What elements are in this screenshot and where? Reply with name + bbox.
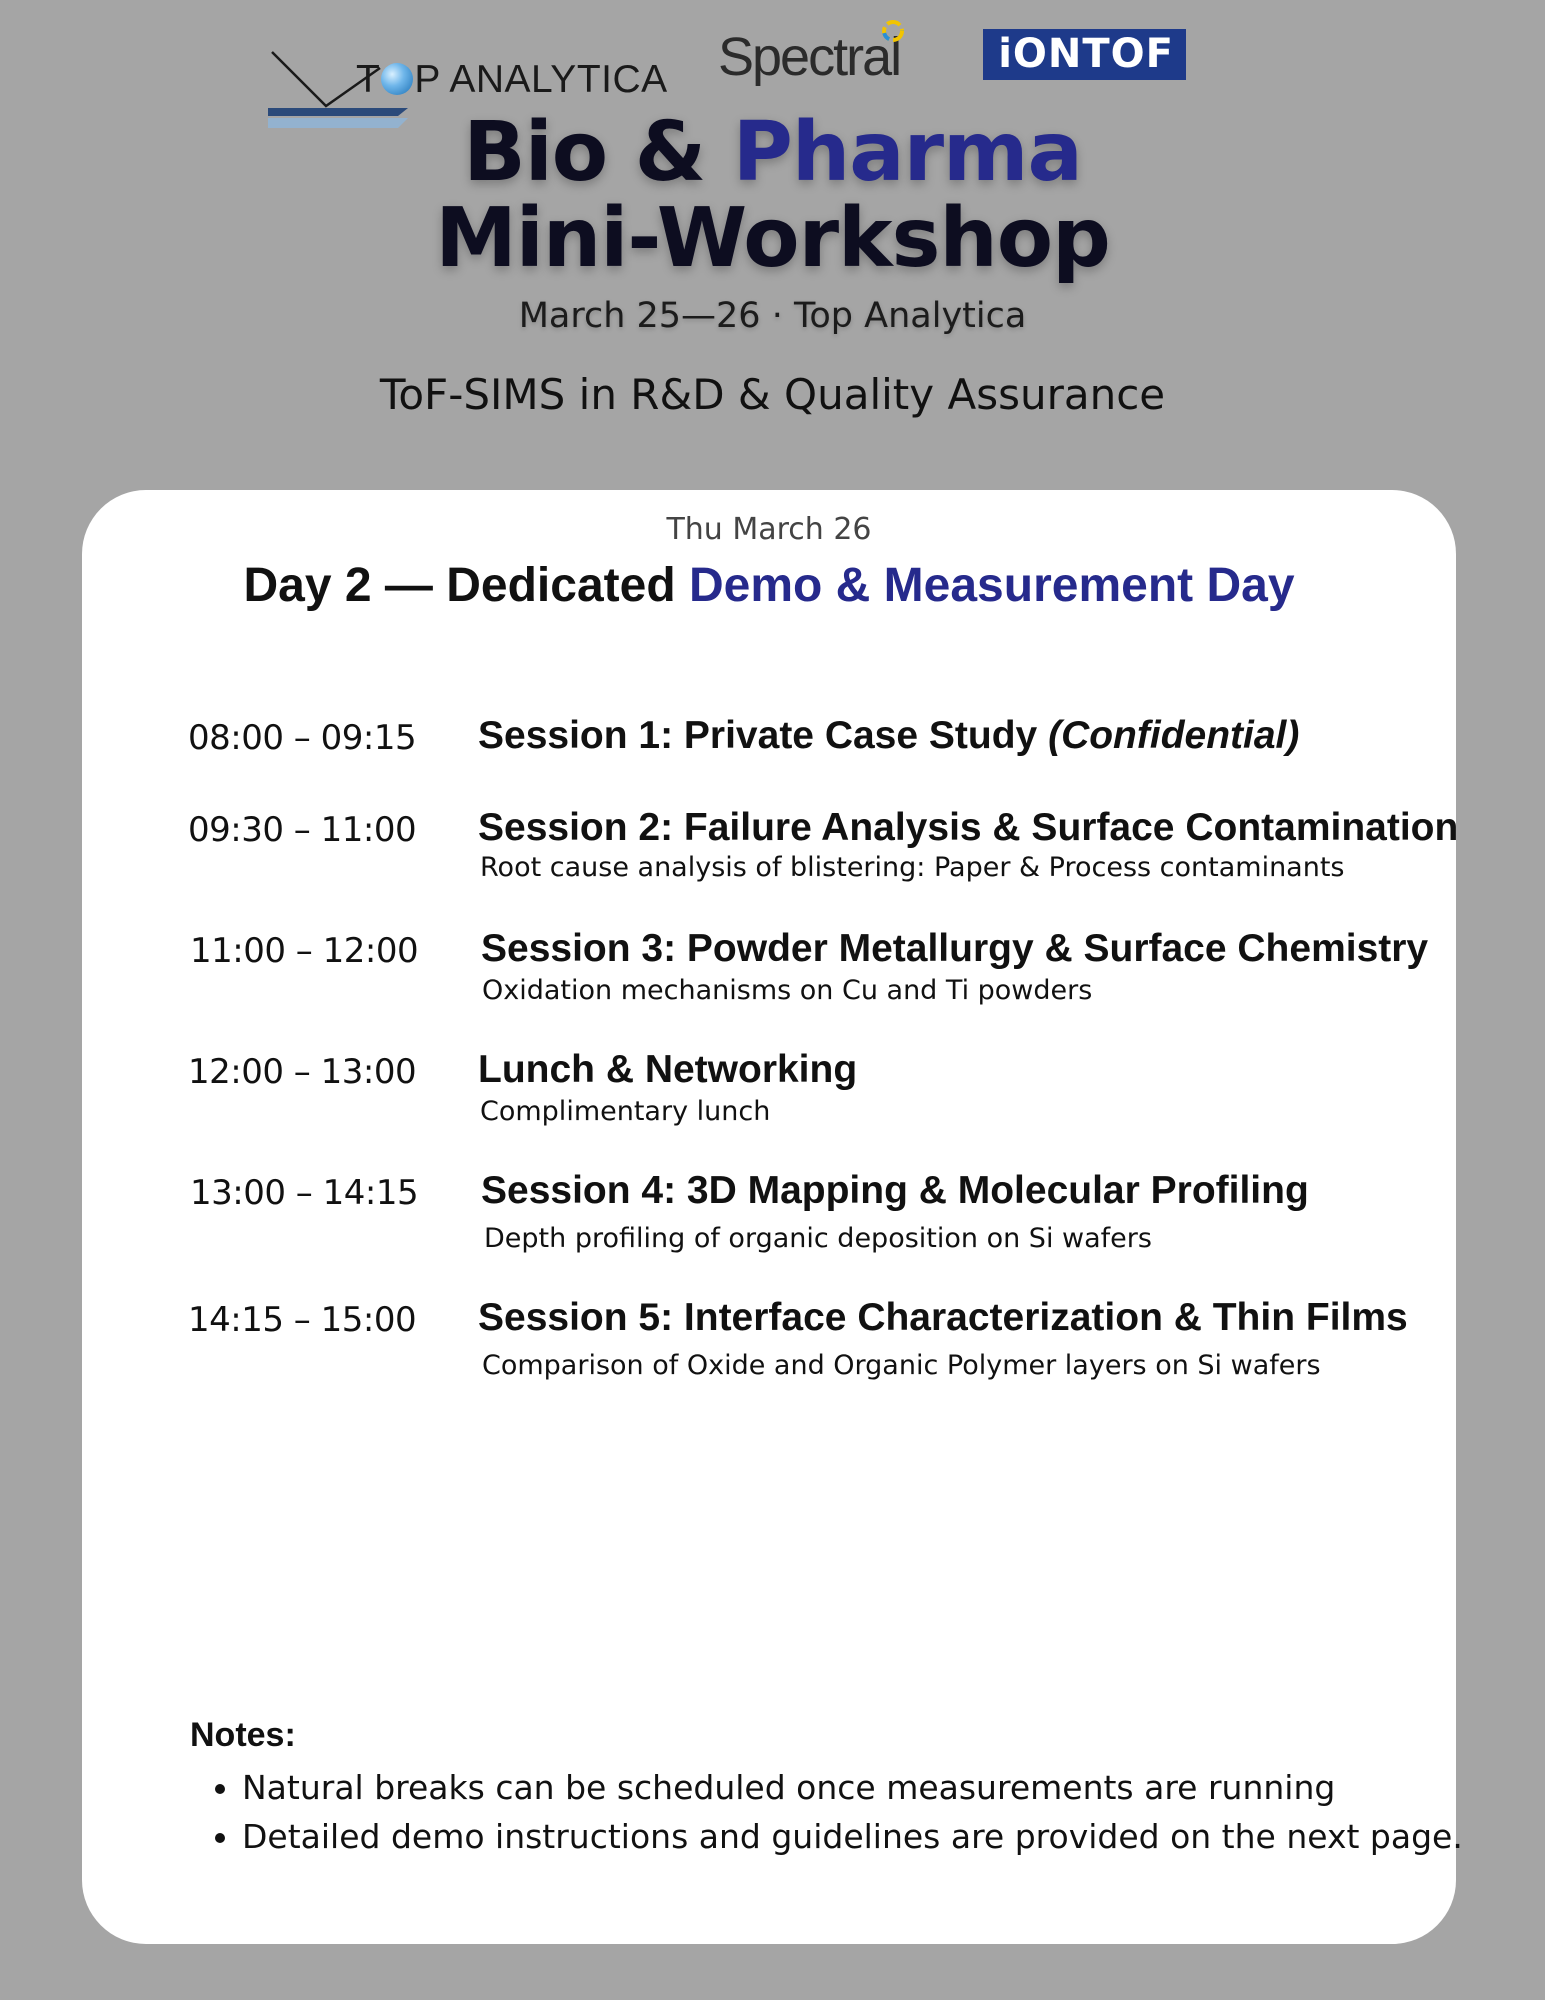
- session-description: Complimentary lunch: [480, 1096, 771, 1127]
- notes-list: [190, 1763, 1463, 1861]
- top-analytica-prefix: T: [356, 58, 381, 101]
- session-name: Session 4: 3D Mapping & Molecular Profiling: [481, 1169, 1309, 1212]
- session-description: Comparison of Oxide and Organic Polymer layers on Si wafers: [482, 1350, 1321, 1381]
- session-name: Session 3: Powder Metallurgy & Surface Chemistry: [481, 927, 1429, 970]
- spectral-ring-icon: [880, 18, 906, 44]
- date-location: March 25—26 · Top Analytica: [518, 296, 1027, 336]
- iontof-logo: [983, 29, 1186, 80]
- notes-section: [190, 1716, 1463, 1861]
- session-name: Lunch & Networking: [478, 1048, 858, 1091]
- spectral-wordmark: Spectral: [718, 27, 901, 87]
- day-title-a: Day 2 — Dedicated: [243, 559, 689, 612]
- title-line2-b: Workshop: [656, 191, 1110, 286]
- top-analytica-suffix: P ANALYTICA: [414, 58, 668, 101]
- title-part2: Pharma: [732, 105, 1082, 200]
- globe-icon: [381, 63, 413, 95]
- day-title-b: Demo & Measurement Day: [688, 559, 1295, 612]
- iontof-wordmark: iONTOF: [998, 31, 1174, 77]
- session-time: 12:00 – 13:00: [188, 1052, 417, 1092]
- page-title: [0, 105, 1545, 286]
- top-analytica-wordmark: [356, 58, 668, 102]
- session-name: Session 5: Interface Characterization & Thin Films: [478, 1296, 1408, 1339]
- note-item: • Natural breaks can be scheduled once measurements are running: [242, 1763, 1410, 1812]
- session-time: 14:15 – 15:00: [188, 1300, 417, 1340]
- note-item: • Detailed demo instructions and guidelines are provided on the next page.: [242, 1812, 1410, 1861]
- session-name-italic: (Confidential): [1048, 714, 1300, 757]
- session-description: Root cause analysis of blistering: Paper & Process contaminants: [480, 852, 1345, 883]
- session-time: 08:00 – 09:15: [188, 718, 417, 758]
- schedule-card: [82, 490, 1463, 1944]
- notes-title: Notes:: [190, 1716, 296, 1754]
- session-time: 13:00 – 14:15: [190, 1173, 419, 1213]
- session-description: Depth profiling of organic deposition on Si wafers: [484, 1223, 1152, 1254]
- title-line2-a: Mini-: [435, 191, 657, 286]
- session-description: Oxidation mechanisms on Cu and Ti powders: [482, 975, 1093, 1006]
- tagline: ToF-SIMS in R&D & Quality Assurance: [379, 370, 1166, 419]
- page-header: [0, 105, 1545, 419]
- session-time: 11:00 – 12:00: [190, 931, 419, 971]
- session-name-text: Session 1: Private Case Study: [478, 714, 1049, 757]
- session-time: 09:30 – 11:00: [188, 810, 417, 850]
- day-date: Thu March 26: [666, 512, 872, 547]
- spectral-logo: [718, 26, 900, 88]
- session-name: [478, 714, 1299, 758]
- session-name: Session 2: Failure Analysis & Surface Contamination: [478, 806, 1459, 849]
- title-part1: Bio &: [463, 105, 733, 200]
